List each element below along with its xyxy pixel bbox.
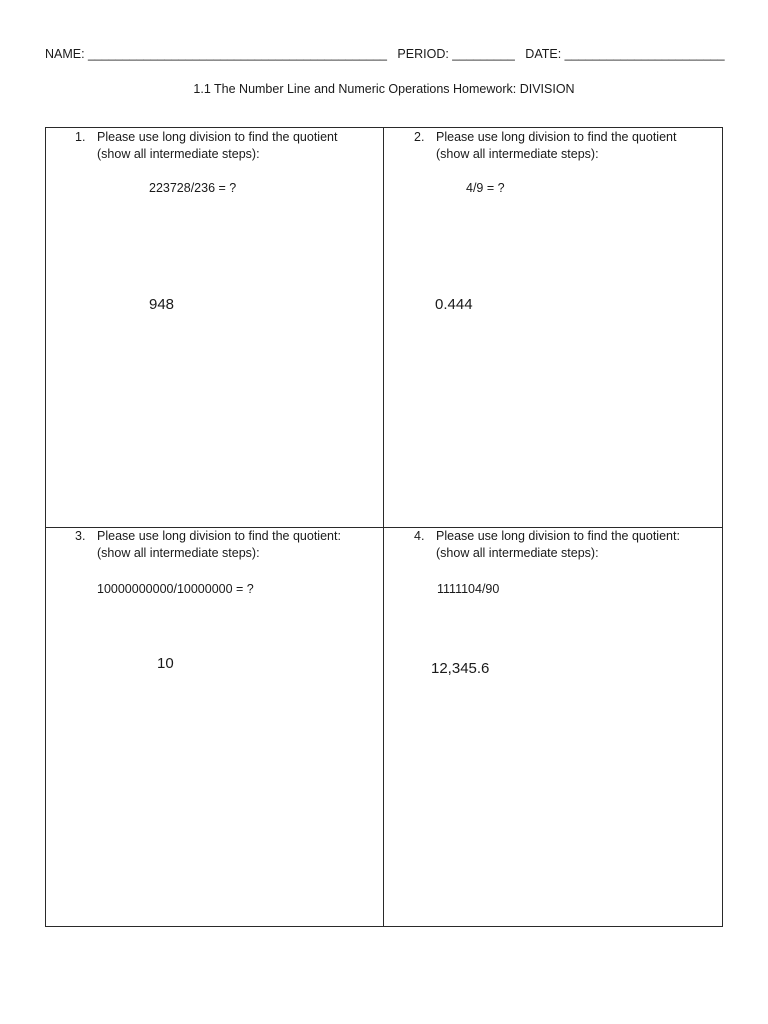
question-number: 3. <box>75 529 86 543</box>
date-field-label[interactable]: DATE: _______________________ <box>525 47 725 61</box>
prompt-line-1: Please use long division to find the quotient <box>436 130 677 144</box>
handwritten-answer[interactable]: 948 <box>149 296 175 313</box>
question-prompt <box>97 528 341 562</box>
division-expression: 10000000000/10000000 = ? <box>97 582 254 596</box>
question-prompt <box>97 129 337 163</box>
question-prompt <box>436 528 680 562</box>
prompt-line-1: Please use long division to find the quotient: <box>436 529 680 543</box>
division-expression: 4/9 = ? <box>466 181 505 195</box>
prompt-line-2: (show all intermediate steps): <box>436 147 599 161</box>
prompt-line-2: (show all intermediate steps): <box>97 546 260 560</box>
handwritten-answer[interactable]: 0.444 <box>435 296 473 313</box>
question-number: 1. <box>75 130 86 144</box>
prompt-line-1: Please use long division to find the quotient <box>97 130 338 144</box>
document-title: 1.1 The Number Line and Numeric Operations Homework: DIVISION <box>193 82 575 96</box>
prompt-line-1: Please use long division to find the quotient: <box>97 529 341 543</box>
period-field-label[interactable]: PERIOD: _________ <box>397 47 515 61</box>
division-expression: 1111104/90 <box>437 582 500 596</box>
division-expression: 223728/236 = ? <box>149 181 237 195</box>
handwritten-answer[interactable]: 10 <box>157 655 174 672</box>
prompt-line-2: (show all intermediate steps): <box>436 546 599 560</box>
question-number: 4. <box>414 529 425 543</box>
question-prompt <box>436 129 676 163</box>
prompt-line-2: (show all intermediate steps): <box>97 147 260 161</box>
student-info-header <box>45 47 725 61</box>
question-number: 2. <box>414 130 425 144</box>
handwritten-answer[interactable]: 12,345.6 <box>431 660 490 677</box>
name-field-label[interactable]: NAME: ___________________________________________ <box>45 47 387 61</box>
